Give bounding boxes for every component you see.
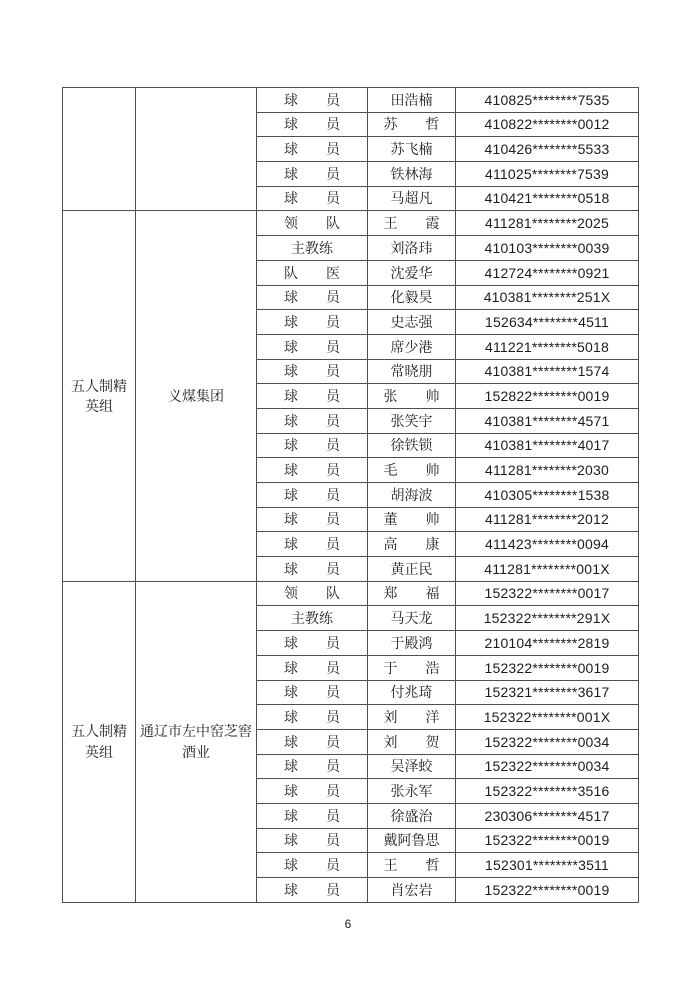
- name-cell: 苏飞楠: [368, 137, 456, 162]
- id-cell: 411281********2030: [456, 458, 639, 483]
- team-cell: 义煤集团: [136, 211, 257, 581]
- id-cell: 152322********0017: [456, 581, 639, 606]
- role-text: 球员: [284, 684, 340, 701]
- role-text: 球员: [284, 387, 340, 404]
- role-text: 球员: [284, 807, 340, 824]
- role-text: 球员: [284, 116, 340, 133]
- name-cell: 徐盛治: [368, 803, 456, 828]
- id-cell: 152322********3516: [456, 779, 639, 804]
- role-cell: [257, 310, 368, 335]
- id-cell: 152322********0034: [456, 754, 639, 779]
- name-cell: 马天龙: [368, 606, 456, 631]
- name-cell: 田浩楠: [368, 88, 456, 113]
- role-cell: [257, 729, 368, 754]
- name-text: 毛帅: [383, 462, 440, 478]
- id-cell: 152322********0034: [456, 729, 639, 754]
- id-cell: 410381********4017: [456, 433, 639, 458]
- id-cell: 410825********7535: [456, 88, 639, 113]
- role-text: 球员: [284, 141, 340, 158]
- id-cell: 410381********1574: [456, 359, 639, 384]
- role-cell: 主教练: [257, 236, 368, 261]
- role-text: 球员: [284, 560, 340, 577]
- name-text: 张帅: [383, 387, 440, 404]
- role-cell: [257, 359, 368, 384]
- id-cell: 152321********3617: [456, 680, 639, 705]
- role-cell: [257, 162, 368, 187]
- role-text: 球员: [284, 363, 340, 380]
- role-text: 球员: [284, 733, 340, 750]
- role-cell: [257, 186, 368, 211]
- table-row: [63, 211, 639, 236]
- name-cell: 于殿鸿: [368, 631, 456, 656]
- role-text: 球员: [284, 91, 340, 108]
- id-cell: 152322********0019: [456, 655, 639, 680]
- role-text: 球员: [284, 659, 340, 676]
- team-cell: [136, 88, 257, 211]
- id-cell: 410381********251X: [456, 285, 639, 310]
- id-cell: 410305********1538: [456, 483, 639, 508]
- id-cell: 410421********0518: [456, 186, 639, 211]
- role-cell: [257, 532, 368, 557]
- role-text: 球员: [284, 708, 340, 725]
- id-cell: 411281********001X: [456, 557, 639, 582]
- role-cell: [257, 754, 368, 779]
- role-text: 球员: [284, 190, 340, 207]
- name-cell: [368, 655, 456, 680]
- id-cell: 230306********4517: [456, 803, 639, 828]
- id-cell: 412724********0921: [456, 260, 639, 285]
- name-cell: 席少港: [368, 334, 456, 359]
- role-cell: [257, 631, 368, 656]
- role-cell: [257, 408, 368, 433]
- role-cell: [257, 680, 368, 705]
- role-cell: [257, 705, 368, 730]
- id-cell: 410426********5533: [456, 137, 639, 162]
- name-text: 刘贺: [383, 733, 440, 750]
- role-text: 球员: [284, 832, 340, 849]
- team-cell: 通辽市左中窑芝窖酒业: [136, 581, 257, 902]
- role-cell: [257, 828, 368, 853]
- role-text: 球员: [284, 313, 340, 330]
- id-cell: 152822********0019: [456, 384, 639, 409]
- role-cell: [257, 507, 368, 532]
- role-cell: [257, 779, 368, 804]
- name-text: 苏哲: [383, 116, 440, 133]
- name-cell: [368, 458, 456, 483]
- name-cell: 沈爱华: [368, 260, 456, 285]
- name-cell: [368, 729, 456, 754]
- group-cell: 五人制精英组: [63, 581, 136, 902]
- id-cell: 210104********2819: [456, 631, 639, 656]
- role-cell: [257, 285, 368, 310]
- role-cell: [257, 112, 368, 137]
- name-cell: 黄正民: [368, 557, 456, 582]
- name-cell: 马超凡: [368, 186, 456, 211]
- role-text: 领队: [284, 215, 340, 232]
- name-cell: 史志强: [368, 310, 456, 335]
- name-cell: [368, 211, 456, 236]
- role-text: 队医: [284, 264, 340, 281]
- name-cell: 付兆琦: [368, 680, 456, 705]
- id-cell: 152634********4511: [456, 310, 639, 335]
- name-cell: 铁林海: [368, 162, 456, 187]
- group-cell: [63, 88, 136, 211]
- name-cell: [368, 705, 456, 730]
- role-cell: [257, 458, 368, 483]
- name-cell: [368, 384, 456, 409]
- group-cell: 五人制精英组: [63, 211, 136, 581]
- table-row: [63, 88, 639, 113]
- name-text: 郑福: [383, 585, 440, 602]
- role-text: 球员: [284, 857, 340, 873]
- id-cell: 411281********2025: [456, 211, 639, 236]
- role-cell: [257, 878, 368, 903]
- name-cell: 胡海波: [368, 483, 456, 508]
- name-text: 王霞: [383, 215, 440, 232]
- name-cell: 张笑宇: [368, 408, 456, 433]
- name-cell: [368, 853, 456, 878]
- name-text: 刘洋: [383, 708, 440, 725]
- name-cell: 刘洛玮: [368, 236, 456, 261]
- role-cell: [257, 211, 368, 236]
- role-cell: [257, 137, 368, 162]
- page-number: 6: [344, 917, 352, 931]
- role-cell: [257, 655, 368, 680]
- name-cell: 张永军: [368, 779, 456, 804]
- name-cell: [368, 532, 456, 557]
- name-cell: [368, 581, 456, 606]
- name-text: 高康: [383, 536, 440, 553]
- role-cell: [257, 803, 368, 828]
- id-cell: 410381********4571: [456, 408, 639, 433]
- role-cell: [257, 557, 368, 582]
- id-cell: 152301********3511: [456, 853, 639, 878]
- role-text: 领队: [284, 585, 340, 602]
- role-cell: [257, 384, 368, 409]
- role-text: 球员: [284, 412, 340, 429]
- role-cell: [257, 433, 368, 458]
- role-text: 球员: [284, 782, 340, 799]
- id-cell: 152322********001X: [456, 705, 639, 730]
- role-text: 球员: [284, 462, 340, 478]
- role-cell: [257, 581, 368, 606]
- id-cell: 152322********0019: [456, 878, 639, 903]
- roster-table: [62, 87, 639, 903]
- id-cell: 410103********0039: [456, 236, 639, 261]
- role-text: 球员: [284, 486, 340, 503]
- role-text: 球员: [284, 536, 340, 553]
- role-cell: 主教练: [257, 606, 368, 631]
- role-cell: [257, 483, 368, 508]
- name-text: 董帅: [383, 511, 440, 528]
- table-row: [63, 581, 639, 606]
- role-text: 球员: [284, 165, 340, 182]
- id-cell: 152322********0019: [456, 828, 639, 853]
- id-cell: 411423********0094: [456, 532, 639, 557]
- id-cell: 411221********5018: [456, 334, 639, 359]
- name-cell: 肖宏岩: [368, 878, 456, 903]
- name-text: 于浩: [383, 659, 440, 676]
- role-cell: [257, 853, 368, 878]
- id-cell: 152322********291X: [456, 606, 639, 631]
- role-text: 球员: [284, 511, 340, 528]
- name-cell: 徐铁锁: [368, 433, 456, 458]
- role-text: 球员: [284, 634, 340, 651]
- id-cell: 410822********0012: [456, 112, 639, 137]
- role-text: 球员: [284, 758, 340, 775]
- role-cell: [257, 334, 368, 359]
- name-cell: 戴阿鲁思: [368, 828, 456, 853]
- role-text: 球员: [284, 338, 340, 355]
- name-cell: [368, 507, 456, 532]
- id-cell: 411025********7539: [456, 162, 639, 187]
- role-text: 球员: [284, 289, 340, 306]
- name-cell: [368, 112, 456, 137]
- name-cell: 常晓朋: [368, 359, 456, 384]
- role-text: 球员: [284, 437, 340, 454]
- name-cell: 吴泽蛟: [368, 754, 456, 779]
- role-cell: [257, 260, 368, 285]
- id-cell: 411281********2012: [456, 507, 639, 532]
- role-cell: [257, 88, 368, 113]
- role-text: 球员: [284, 881, 340, 898]
- name-text: 王哲: [383, 857, 440, 873]
- name-cell: 化毅昊: [368, 285, 456, 310]
